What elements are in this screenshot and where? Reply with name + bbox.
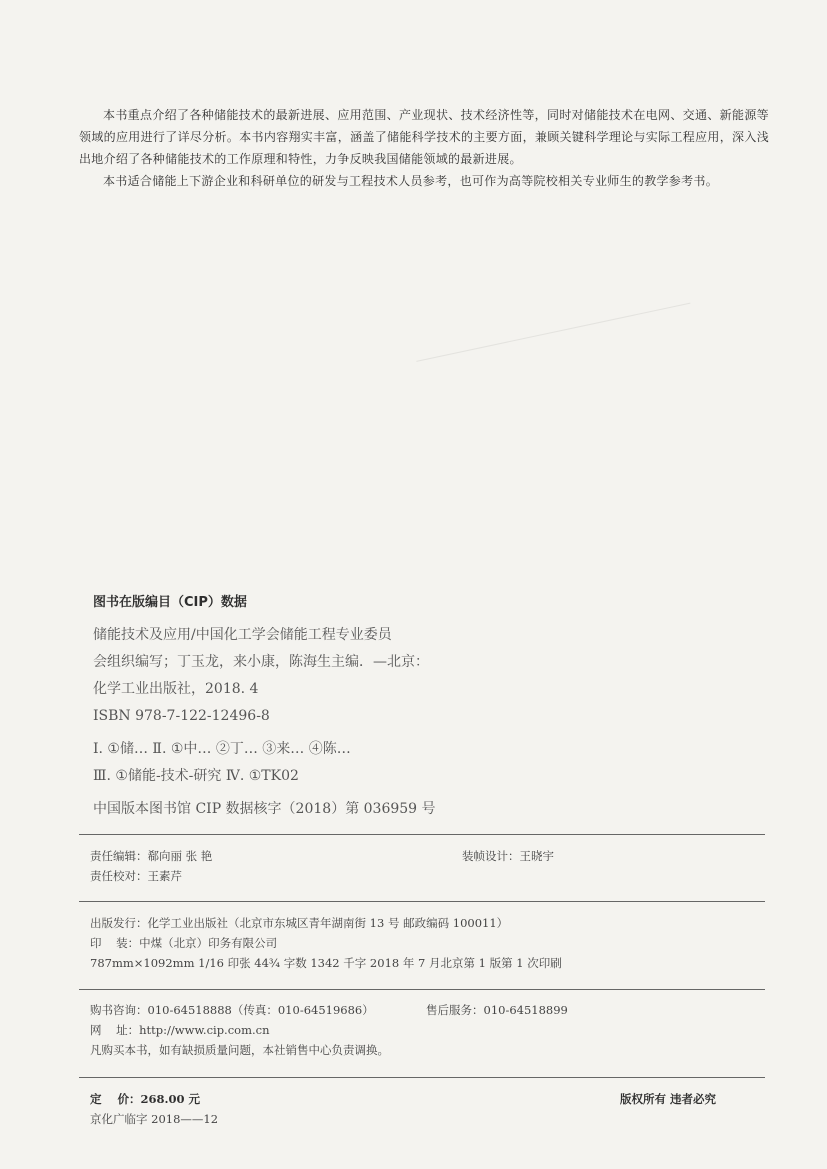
purchase-label: 购书咨询： [90, 1003, 148, 1017]
cip-line-1: 储能技术及应用/中国化工学会储能工程专业委员 [93, 627, 392, 643]
description-paragraph-2: 本书适合储能上下游企业和科研单位的研发与工程技术人员参考，也可作为高等院校相关专业师生的教学参考书。 [103, 174, 719, 188]
divider-1 [79, 834, 765, 835]
purchase-value: 010-64518888（传真：010-64519686） [147, 1003, 374, 1017]
notice: 凡购买本书，如有缺损质量问题，本社销售中心负责调换。 [90, 1043, 389, 1057]
cip-title: 图书在版编目（CIP）数据 [93, 595, 247, 610]
proof-label: 责任校对： [90, 869, 148, 883]
design-value: 王晓宇 [519, 849, 554, 863]
print-label: 印 装： [90, 936, 140, 950]
divider-2 [79, 901, 765, 902]
web-label: 网 址： [90, 1023, 140, 1037]
cip-classification-2: Ⅲ. ①储能-技术-研究 Ⅳ. ①TK02 [93, 768, 299, 784]
cip-line-3: 化学工业出版社，2018. 4 [93, 681, 259, 697]
service-value: 010-64518899 [483, 1003, 568, 1017]
publishing-block [90, 913, 562, 973]
book-description [79, 104, 769, 192]
proof-value: 王素芹 [147, 869, 182, 883]
design-label: 装帧设计： [462, 849, 520, 863]
publisher-value: 化学工业出版社（北京市东城区青年湖南街 13 号 邮政编码 100011） [147, 916, 509, 930]
description-paragraph-1: 本书重点介绍了各种储能技术的最新进展、应用范围、产业现状、技术经济性等，同时对储能技术在电网、交通、新能源等领域的应用进行了详尽分析。本书内容翔实丰富，涵盖了储能科学技术的主要方面，兼顾关键科学理论与实际工程应用，深入浅出地介绍了各种储能技术的工作原理和特性，力争反映我国储能领域的最新进展。 [79, 108, 769, 166]
editors-block [90, 846, 760, 886]
price-value: 268.00 元 [140, 1092, 201, 1106]
editor-value: 郗向丽 张 艳 [147, 849, 213, 863]
service-label: 售后服务： [426, 1003, 484, 1017]
print-value: 中煤（北京）印务有限公司 [139, 936, 278, 950]
web-url: http://www.cip.com.cn [139, 1023, 270, 1037]
cip-line-2: 会组织编写；丁玉龙，来小康，陈海生主编．—北京： [93, 654, 429, 670]
publisher-label: 出版发行： [90, 916, 148, 930]
cip-isbn: ISBN 978-7-122-12496-8 [93, 708, 270, 724]
copyright-notice: 版权所有 违者必究 [620, 1092, 717, 1106]
paper-crease [416, 303, 723, 519]
divider-4 [79, 1077, 765, 1078]
license-code: 京化广临字 2018——12 [90, 1112, 219, 1126]
cip-classification-1: Ⅰ. ①储… Ⅱ. ①中… ②丁… ③来… ④陈… [93, 741, 351, 757]
contact-block [90, 1000, 760, 1060]
divider-3 [79, 989, 765, 990]
print-spec: 787mm×1092mm 1/16 印张 44¾ 字数 1342 千字 2018 年 7 月北京第 1 版第 1 次印刷 [90, 956, 562, 970]
cip-data-block [93, 622, 493, 823]
editor-label: 责任编辑： [90, 849, 148, 863]
price-label: 定 价： [90, 1092, 141, 1106]
footer-block [90, 1089, 760, 1129]
cip-number: 中国版本图书馆 CIP 数据核字（2018）第 036959 号 [93, 801, 436, 817]
